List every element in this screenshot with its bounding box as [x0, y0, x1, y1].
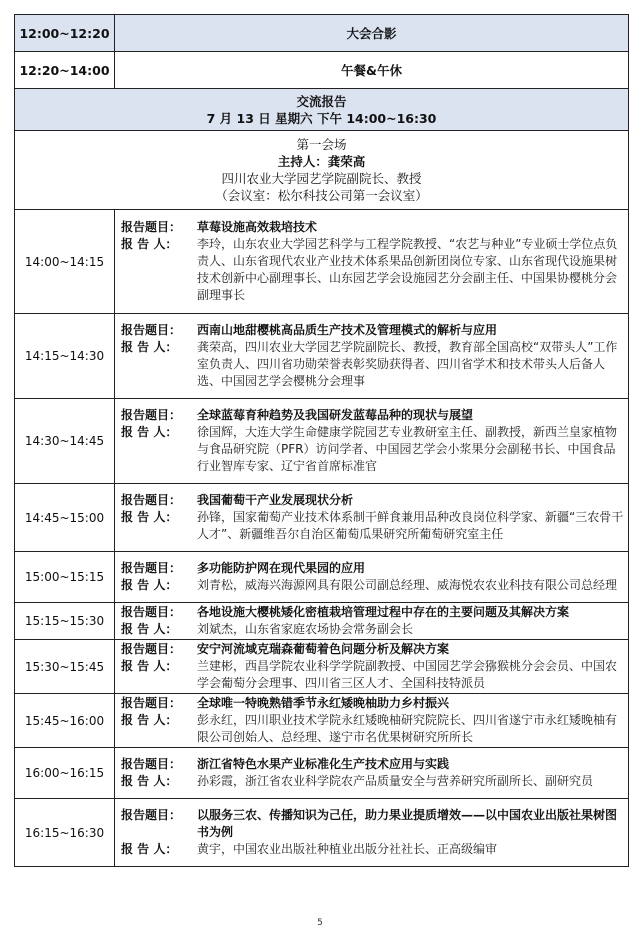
talk-speaker-line — [121, 712, 624, 746]
talk-time: 14:30~14:45 — [15, 399, 115, 484]
lunch-time: 12:20~14:00 — [15, 52, 115, 89]
speaker-label: 报 告 人： — [121, 713, 178, 727]
talk-detail — [115, 694, 629, 748]
talk-detail — [115, 314, 629, 399]
topic-label: 报告题目： — [121, 642, 182, 656]
talk-row — [15, 399, 629, 484]
talk-title-line — [121, 807, 624, 841]
photo-time: 12:00~12:20 — [15, 15, 115, 52]
talk-detail — [115, 799, 629, 867]
lunch-event: 午餐&午休 — [115, 52, 629, 89]
talk-time: 14:15~14:30 — [15, 314, 115, 399]
talk-row — [15, 799, 629, 867]
talk-detail — [115, 399, 629, 484]
talk-row — [15, 748, 629, 799]
session-host-title: 四川农业大学园艺学院副院长、教授 — [221, 171, 422, 186]
talk-row — [15, 603, 629, 640]
talk-detail — [115, 552, 629, 603]
speaker-label: 报 告 人： — [121, 842, 178, 856]
talk-speaker-line — [121, 773, 624, 790]
session-name: 第一会场 — [296, 137, 347, 152]
talk-speaker: 兰建彬，西昌学院农业科学学院副教授、中国园艺学会猕猴桃分会会员、中国农学会葡萄分会理事、四川省三区人才、全国科技特派员 — [197, 659, 618, 690]
talk-speaker: 孙锋，国家葡萄产业技术体系制干鲜食兼用品种改良岗位科学家、新疆“三农骨干人才”、新疆维吾尔自治区葡萄瓜果研究所葡萄研究室主任 — [197, 510, 624, 541]
talk-title: 草莓设施高效栽培技术 — [197, 220, 318, 234]
talk-title-line — [121, 492, 624, 509]
talk-speaker-line — [121, 577, 624, 594]
talk-detail — [115, 210, 629, 314]
talk-title: 全球唯一特晚熟错季节永红矮晚柚助力乡村振兴 — [197, 696, 450, 710]
talk-title-line — [121, 695, 624, 712]
talk-time: 15:00~15:15 — [15, 552, 115, 603]
talk-speaker: 孙彩霞，浙江省农业科学院农产品质量安全与营养研究所副所长、副研究员 — [197, 774, 594, 788]
talk-title-line — [121, 219, 624, 236]
speaker-label: 报 告 人： — [121, 340, 178, 354]
photo-event: 大会合影 — [115, 15, 629, 52]
talk-row — [15, 640, 629, 694]
talk-speaker: 龚荣高，四川农业大学园艺学院副院长、教授，教育部全国高校“双带头人”工作室负责人、四川省功勋荣誉表彰奖励获得者、四川省学术和技术带头人后备人选、中国园艺学会樱桃分会理事 — [197, 340, 618, 388]
talk-row — [15, 694, 629, 748]
lunch-row — [15, 52, 629, 89]
talk-title: 西南山地甜樱桃高品质生产技术及管理模式的解析与应用 — [197, 323, 498, 337]
speaker-label: 报 告 人： — [121, 510, 178, 524]
photo-row — [15, 15, 629, 52]
section-header — [15, 89, 629, 131]
talk-speaker-line — [121, 509, 624, 543]
talk-detail — [115, 603, 629, 640]
session-host: 主持人：龚荣高 — [277, 154, 366, 169]
talk-title: 各地设施大樱桃矮化密植栽培管理过程中存在的主要问题及其解决方案 — [197, 605, 570, 619]
section-date: 7 月 13 日 星期六 下午 14:00~16:30 — [206, 110, 437, 126]
talk-row — [15, 210, 629, 314]
talk-title-line — [121, 322, 624, 339]
talk-time: 15:15~15:30 — [15, 603, 115, 640]
speaker-label: 报 告 人： — [121, 659, 178, 673]
topic-label: 报告题目： — [121, 220, 182, 234]
speaker-label: 报 告 人： — [121, 237, 178, 251]
speaker-label: 报 告 人： — [121, 622, 178, 636]
speaker-label: 报 告 人： — [121, 425, 178, 439]
talk-speaker-line — [121, 621, 624, 638]
talk-speaker: 黄宇，中国农业出版社种植业出版分社社长、正高级编审 — [197, 842, 498, 856]
talk-detail — [115, 748, 629, 799]
talk-time: 15:30~15:45 — [15, 640, 115, 694]
talk-title: 以服务三农、传播知识为己任，助力果业提质增效——以中国农业出版社果树图书为例 — [197, 808, 618, 839]
page-number: 5 — [317, 918, 323, 928]
speaker-label: 报 告 人： — [121, 578, 178, 592]
talk-row — [15, 314, 629, 399]
topic-label: 报告题目： — [121, 408, 182, 422]
topic-label: 报告题目： — [121, 323, 182, 337]
talk-time: 14:00~14:15 — [15, 210, 115, 314]
talk-speaker: 彭永红，四川职业技术学院永红矮晚柚研究院院长、四川省遂宁市永红矮晚柚有限公司创始人、总经理、遂宁市名优果树研究所所长 — [197, 713, 618, 744]
talk-time: 14:45~15:00 — [15, 484, 115, 552]
talk-row — [15, 484, 629, 552]
talk-speaker-line — [121, 236, 624, 304]
talk-time: 15:45~16:00 — [15, 694, 115, 748]
topic-label: 报告题目： — [121, 696, 182, 710]
schedule-table — [14, 14, 629, 867]
topic-label: 报告题目： — [121, 757, 182, 771]
talk-title: 多功能防护网在现代果园的应用 — [197, 561, 366, 575]
section-title: 交流报告 — [296, 93, 347, 109]
topic-label: 报告题目： — [121, 605, 182, 619]
talk-speaker: 徐国辉，大连大学生命健康学院园艺专业教研室主任、副教授，新西兰皇家植物与食品研究院（PFR）访问学者、中国园艺学会小浆果分会副秘书长、中国食品行业智库专家、辽宁省首席标准官 — [197, 425, 618, 473]
session-row — [15, 131, 629, 210]
talk-title-line — [121, 407, 624, 424]
session-info — [15, 131, 629, 210]
talk-title: 安宁河流域克瑞森葡萄着色问题分析及解决方案 — [197, 642, 450, 656]
talk-time: 16:15~16:30 — [15, 799, 115, 867]
talk-speaker-line — [121, 424, 624, 475]
talk-title: 全球蓝莓育种趋势及我国研发蓝莓品种的现状与展望 — [197, 408, 474, 422]
section-header-row — [15, 89, 629, 131]
talk-title-line — [121, 756, 624, 773]
talk-title-line — [121, 604, 624, 621]
talk-title: 浙江省特色水果产业标准化生产技术应用与实践 — [197, 757, 450, 771]
topic-label: 报告题目： — [121, 808, 182, 822]
talk-speaker: 李玲，山东农业大学园艺科学与工程学院教授、“农艺与种业”专业硕士学位点负责人、山东省现代农业产业技术体系果品创新团岗位专家、山东省现代设施果树技术创新中心副理事长、山东园艺学会设施园艺分会副主任、中国果协樱桃分会副理事长 — [197, 237, 618, 302]
talk-detail — [115, 484, 629, 552]
talk-speaker: 刘青松，威海兴海源网具有限公司副总经理、威海悦农农业科技有限公司总经理 — [197, 578, 618, 592]
talk-speaker: 刘斌杰，山东省家庭农场协会常务副会长 — [197, 622, 414, 636]
talk-row — [15, 552, 629, 603]
talk-title: 我国葡萄干产业发展现状分析 — [197, 493, 354, 507]
talk-title-line — [121, 560, 624, 577]
talk-time: 16:00~16:15 — [15, 748, 115, 799]
topic-label: 报告题目： — [121, 561, 182, 575]
talk-speaker-line — [121, 841, 624, 858]
talk-detail — [115, 640, 629, 694]
talk-speaker-line — [121, 658, 624, 692]
speaker-label: 报 告 人： — [121, 774, 178, 788]
session-room: （会议室：松尔科技公司第一会议室） — [215, 188, 428, 203]
talk-title-line — [121, 641, 624, 658]
topic-label: 报告题目： — [121, 493, 182, 507]
talk-speaker-line — [121, 339, 624, 390]
